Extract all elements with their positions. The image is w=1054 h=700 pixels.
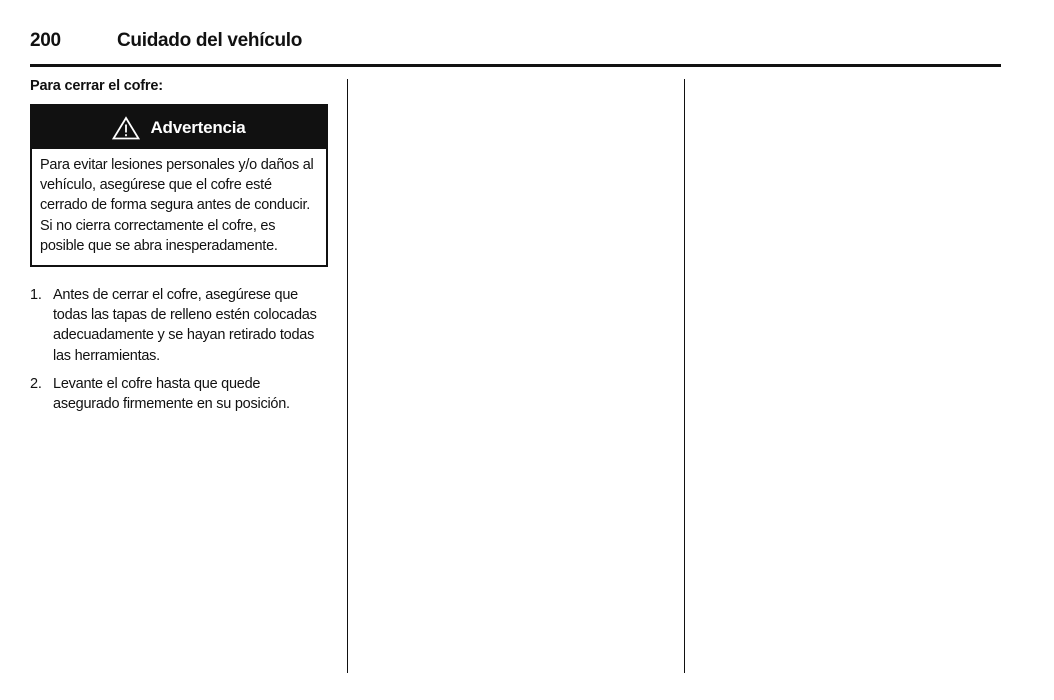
- steps-list: [30, 285, 328, 414]
- column-1: [30, 78, 328, 422]
- step-text: Levante el cofre hasta que quede asegurado firmemente en su posición.: [53, 375, 290, 413]
- warning-header: [32, 106, 326, 149]
- step-number: 1.: [30, 287, 42, 304]
- subheading: Para cerrar el cofre:: [30, 78, 163, 94]
- warning-triangle-icon: [112, 116, 140, 140]
- warning-box: [30, 104, 328, 267]
- warning-title: Advertencia: [150, 117, 246, 137]
- column-divider-2: [684, 79, 685, 673]
- warning-body: Para evitar lesiones personales y/o daños al vehículo, asegúrese que el cofre esté cerrado de forma segura antes de conducir. Si no cierra correctamente el cofre, es posible que se abra inesperadamente.: [40, 157, 314, 254]
- page-number: 200: [30, 30, 61, 51]
- list-item: [30, 285, 328, 366]
- step-text: Antes de cerrar el cofre, asegúrese que todas las tapas de relleno estén colocadas adecuadamente y se hayan retirado todas las herramientas.: [53, 287, 317, 364]
- step-number: 2.: [30, 375, 42, 392]
- list-item: [30, 374, 328, 414]
- page-header: [30, 30, 1001, 67]
- section-title: Cuidado del vehículo: [117, 30, 303, 51]
- column-divider-1: [347, 79, 348, 673]
